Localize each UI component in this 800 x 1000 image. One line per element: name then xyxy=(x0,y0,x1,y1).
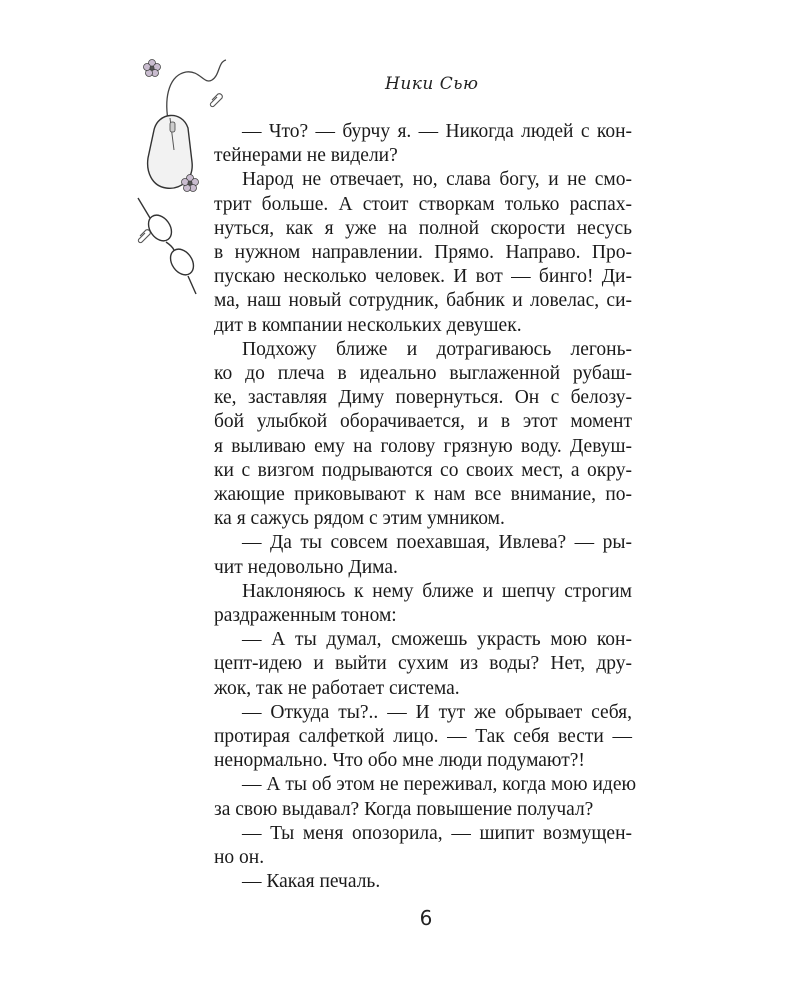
text-line: за свою выдавал? Когда повышение получал? xyxy=(214,798,594,820)
text-line: в нужном направлении. Прямо. Направо. Про- xyxy=(214,242,632,264)
flower-icon xyxy=(144,60,161,77)
text-line: ки с визгом подрываются со своих мест, а окру- xyxy=(214,459,632,481)
text-line: — Откуда ты?.. — И тут же обрывает себя, xyxy=(242,701,632,723)
text-line: протирая салфеткой лицо. — Так себя вести — xyxy=(214,726,632,748)
text-line: раздраженным тоном: xyxy=(214,605,397,627)
text-line: нуться, как я уже на полной скорости несусь xyxy=(214,217,632,239)
text-line: тейнерами не видели? xyxy=(214,145,398,167)
text-line: ненормально. Что обо мне люди подумают?! xyxy=(214,750,585,772)
text-line: — Ты меня опозорила, — шипит возмущен- xyxy=(242,822,632,844)
text-line: цепт-идею и выйти сухим из воды? Нет, дру- xyxy=(214,653,632,675)
text-line: — Какая печаль. xyxy=(242,871,381,893)
text-line: Наклоняюсь к нему ближе и шепчу строгим xyxy=(242,580,632,602)
text-line: — Да ты совсем поехавшая, Ивлева? — ры- xyxy=(242,532,632,554)
text-line: чит недовольно Дима. xyxy=(214,556,398,578)
body-text xyxy=(214,120,637,895)
text-line: жок, так не работает система. xyxy=(214,677,460,699)
page-number: 6 xyxy=(419,906,433,930)
computer-mouse-icon xyxy=(148,115,193,188)
text-line: бой улыбкой оборачивается, и в этот момент xyxy=(214,411,632,433)
text-line: трит больше. А стоит створкам только распах- xyxy=(214,193,632,215)
running-title: Ники Сью xyxy=(385,74,479,94)
text-line: пускаю несколько человек. И вот — бинго! Ди- xyxy=(214,266,632,288)
text-line: но он. xyxy=(214,847,265,869)
text-line: ко до плеча в идеально выглаженной рубаш- xyxy=(214,363,632,385)
text-line: ка я сажусь рядом с этим умником. xyxy=(214,508,505,530)
text-line: ке, заставляя Диму повернуться. Он с белозу- xyxy=(214,387,632,409)
eyeglasses-icon xyxy=(138,198,198,294)
text-line: Народ не отвечает, но, слава богу, и не смо- xyxy=(242,169,632,191)
text-line: дит в компании нескольких девушек. xyxy=(214,314,522,336)
text-line: жающие приковывают к нам все внимание, по- xyxy=(214,484,632,506)
text-line: — Что? — бурчу я. — Никогда людей с кон- xyxy=(242,121,632,142)
text-line: Подхожу ближе и дотрагиваюсь легонь- xyxy=(242,338,632,360)
text-line: ма, наш новый сотрудник, бабник и ловелас, си- xyxy=(214,290,632,312)
text-line: — А ты думал, сможешь украсть мою кон- xyxy=(242,629,632,651)
text-line: я выливаю ему на голову грязную воду. Девуш- xyxy=(214,435,632,457)
text-line: — А ты об этом не переживал, когда мою идею xyxy=(242,774,637,796)
